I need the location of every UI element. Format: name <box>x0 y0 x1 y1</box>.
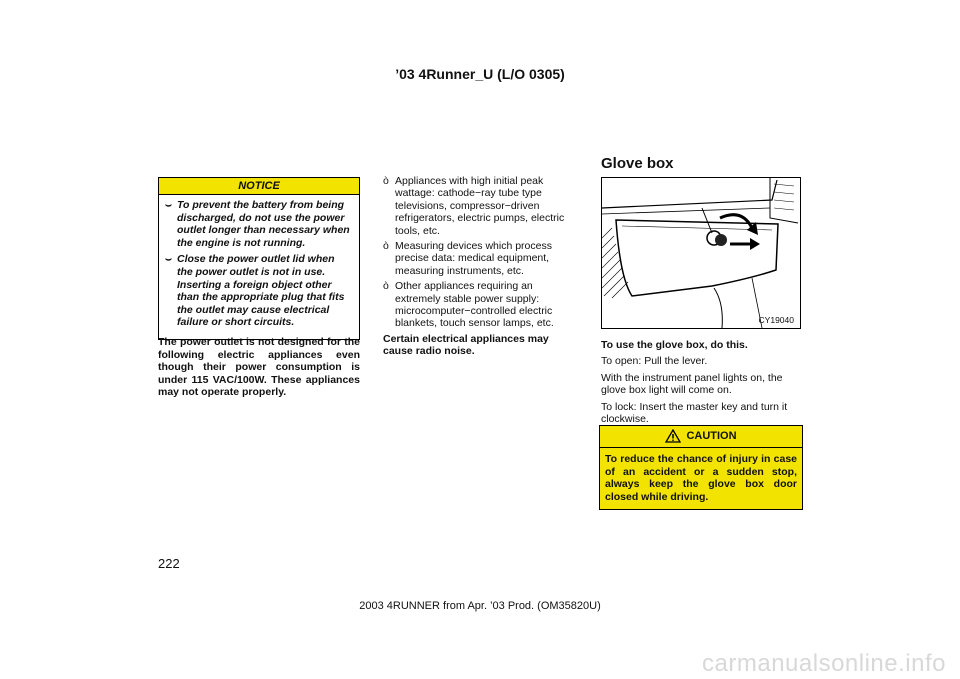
warning-triangle-icon <box>665 429 681 443</box>
page-footer: 2003 4RUNNER from Apr. ’03 Prod. (OM35820U) <box>359 600 601 612</box>
bullet-icon: ò <box>383 175 389 187</box>
caution-text: To reduce the chance of injury in case of an accident or a sudden stop, always keep the glove box door closed while driving. <box>605 453 797 503</box>
page-number: 222 <box>158 556 180 571</box>
section-title: Glove box <box>601 155 674 172</box>
glove-box-para: To open: Pull the lever. <box>601 355 708 368</box>
glove-box-para: To lock: Insert the master key and turn it clockwise. <box>601 400 788 426</box>
glove-box-para: With the instrument panel lights on, the glove box light will come on. <box>601 371 783 397</box>
bullet-icon: ò <box>383 240 389 253</box>
list-item-text: Appliances with high initial peak wattage: cathode−ray tube type televisions, compressor−driven refrigerators, electric pumps, electric tools, etc. <box>395 175 565 237</box>
bullet-icon: ⌣ <box>165 253 172 266</box>
glove-box-text <box>601 339 801 429</box>
site-watermark: carmanualsonline.info <box>702 650 946 677</box>
notice-box <box>158 177 360 340</box>
glove-box-drawing <box>602 178 800 328</box>
notice-item <box>165 253 353 329</box>
notice-heading: NOTICE <box>159 178 359 195</box>
bullet-icon: ⌣ <box>165 199 172 211</box>
caution-header <box>600 426 802 448</box>
caution-heading: CAUTION <box>686 430 737 442</box>
notice-item <box>165 199 353 249</box>
glove-box-lead: To use the glove box, do this. <box>601 339 748 351</box>
power-outlet-paragraph: The power outlet is not designed for the following electric appliances even though their power consumption is under 115 VAC/100W. These appliances may not operate properly. <box>158 336 360 399</box>
figure-code: CY19040 <box>758 315 794 325</box>
radio-noise-note: Certain electrical appliances may cause radio noise. <box>383 332 549 358</box>
list-item-text: Measuring devices which process precise data: medical equipment, measuring instruments, etc. <box>395 240 552 277</box>
notice-item-text: Close the power outlet lid when the power outlet is not in use. Inserting a foreign object other than the appropriate plug that fits the outlet may cause electrical failure or short circuits. <box>177 253 345 329</box>
page-header: ’03 4Runner_U (L/O 0305) <box>395 66 565 82</box>
list-item <box>383 240 580 277</box>
list-item <box>383 175 580 237</box>
notice-item-text: To prevent the battery from being discharged, do not use the power outlet longer than necessary when the engine is not running. <box>177 199 350 249</box>
list-item <box>383 280 580 330</box>
appliance-list <box>383 175 580 358</box>
caution-box <box>599 425 803 510</box>
bullet-icon: ò <box>383 280 389 293</box>
glove-box-illustration <box>601 177 801 329</box>
list-item-text: Other appliances requiring an extremely stable power supply: microcomputer−controlled electric blankets, touch sensor lamps, etc. <box>395 280 554 330</box>
